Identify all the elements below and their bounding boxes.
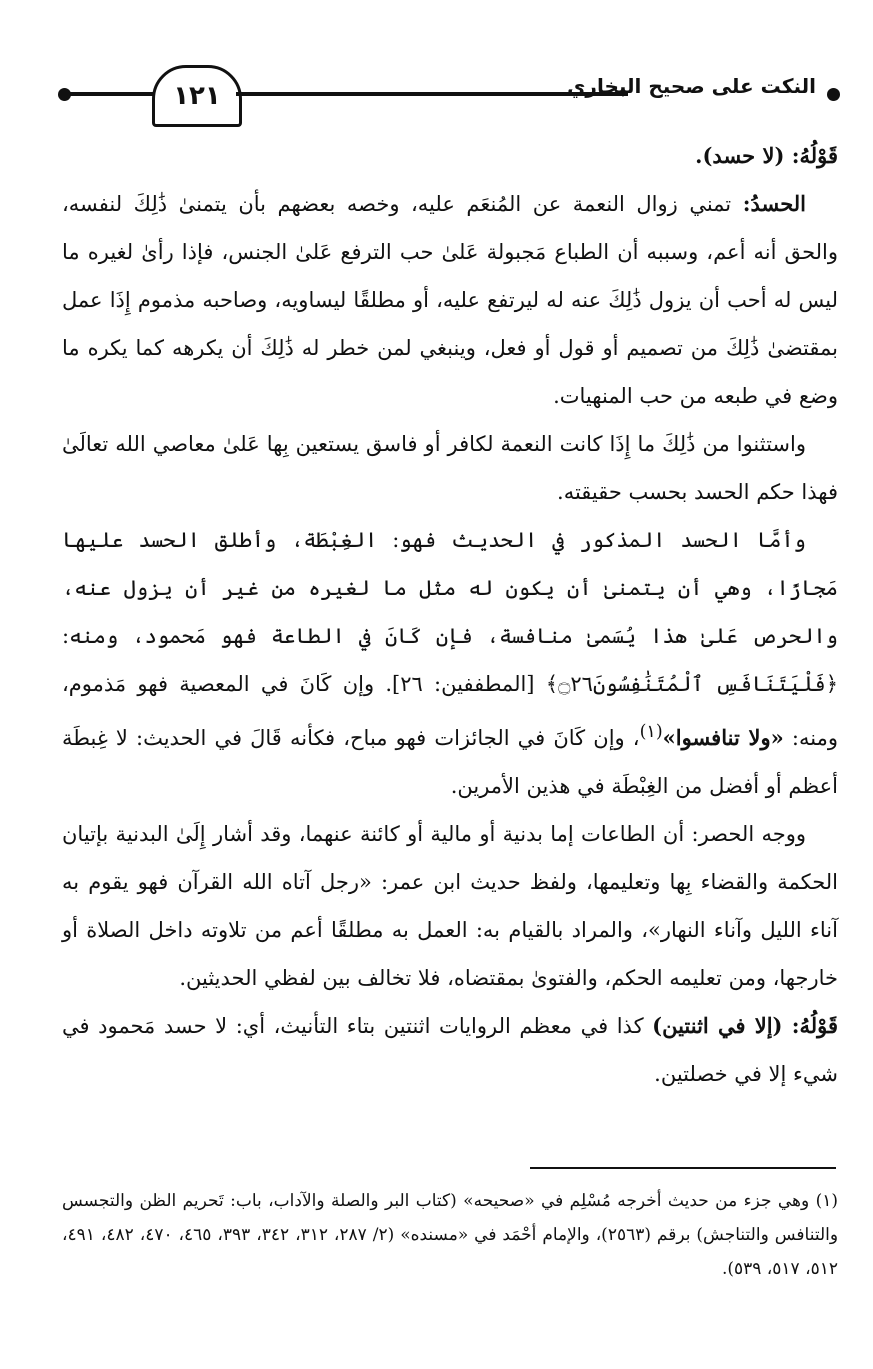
footnote-ref-1[interactable]: (١) <box>639 722 663 742</box>
heading-illa-fi-ithnatayn: قَوْلُهُ: (إلا في اثنتين) <box>652 1013 838 1038</box>
paragraph-illa-text: كذا في معظم الروايات اثنتين بتاء التأنيث، أي: لا حسد مَحمود في شيء إلا في خصلتين. <box>62 1014 838 1086</box>
page-header <box>58 62 840 128</box>
page-number: ١٢١ <box>152 65 242 127</box>
heading-qawluhu-la-hasad: قَوْلُهُ: (لا حسد). <box>695 143 838 168</box>
paragraph-ghibta-text-b: ، وإن كَانَ في الجائزات فهو مباح، فكأنه قَالَ في الحديث: لا غِبطَة أعظم أو أفضل من الغِبْطَة في هذين الأمرين. <box>62 726 838 798</box>
running-title: النكت على صحيح البخاري <box>567 74 816 98</box>
header-dot-right <box>827 88 840 101</box>
page-body <box>62 132 838 1098</box>
paragraph-definition <box>62 180 838 420</box>
paragraph-ghibta <box>62 516 838 810</box>
term-hasad: الحسدُ: <box>742 191 806 216</box>
paragraph-illa-fi-ithnatayn <box>62 1002 838 1098</box>
footnote-divider <box>530 1167 836 1169</box>
paragraph-exception: واستثنوا من ذَٰلِكَ ما إِذَا كانت النعمة لكافر أو فاسق يستعين بِها عَلىٰ معاصي الله تعالَىٰ فهذا حكم الحسد بحسب حقيقته. <box>62 432 838 504</box>
footnote-1: (١) وهي جزء من حديث أخرجه مُسْلِم في «صحيحه» (كتاب البر والصلة والآداب، باب: تَحريم الظن والتجسس والتنافس والتناجش) برقم (٢٥٦٣)، والإمام أحْمَد في «مسنده» (٢/ ٢٨٧، ٣١٢، ٣٤٢، ٣٩٣، ٤٦٥، ٤٧٠، ٤٨٢، ٤٩١، ٥١٢، ٥١٧، ٥٣٩). <box>62 1191 839 1279</box>
paragraph-hasr: ووجه الحصر: أن الطاعات إما بدنية أو مالية أو كائنة عنهما، وقد أشار إِلَىٰ البدنية بإتيان الحكمة والقضاء بِها وتعليمها، ولفظ حديث ابن عمر: «رجل آتاه الله القرآن فهو يقوم به آناء الليل وآناء النهار»، والمراد بالقيام به: العمل به مطلقًا أعم من تلاوته داخل الصلاة أو خارجها، ومن تعليمه الحكم، والفتوىٰ بمقتضاه، فلا تخالف بين لفظي الحديثين. <box>62 822 838 990</box>
hadith-quote-tanafasu: «ولا تنافسوا» <box>662 725 784 750</box>
paragraph-ghibta-text-a: وأمَّا الحسد المذكور في الحديث فهو: الغِبْطَة، وأطلق الحسد عليها مَجازًا، وهي أن يتمنىٰ أن يكون له مثل ما لغيره من غير أن يزول عنه، والحرص عَلىٰ هذا يُسَمىٰ منافسة، فإن كَانَ في الطاعة فهو مَحمود، ومنه: ﴿فَلْيَتَنَافَسِ ٱلْمُتَنَٰفِسُونَ۝٢٦﴾ [المطففين: ٢٦]. وإن كَانَ في المعصية فهو مَذموم، ومنه: <box>62 528 839 750</box>
paragraph-definition-text: تمني زوال النعمة عن المُنعَم عليه، وخصه بعضهم بأن يتمنىٰ ذَٰلِكَ لنفسه، والحق أنه أعم، وسببه أن الطباع مَجبولة عَلىٰ حب الترفع عَلىٰ الجنس، فإذا رأىٰ لغيره ما ليس له أحب أن يزول ذَٰلِكَ عنه له ليرتفع عليه، أو مطلقًا ليساويه، وصاحبه مذموم إِذَا عمل بمقتضىٰ ذَٰلِكَ من تصميم أو قول أو فعل، وينبغي لمن خطر له ذَٰلِكَ أن يكرهه كما يكره ما وضع في طبعه من حب المنهيات. <box>62 192 839 408</box>
footnotes <box>62 1184 838 1286</box>
header-rule-left <box>70 92 154 96</box>
